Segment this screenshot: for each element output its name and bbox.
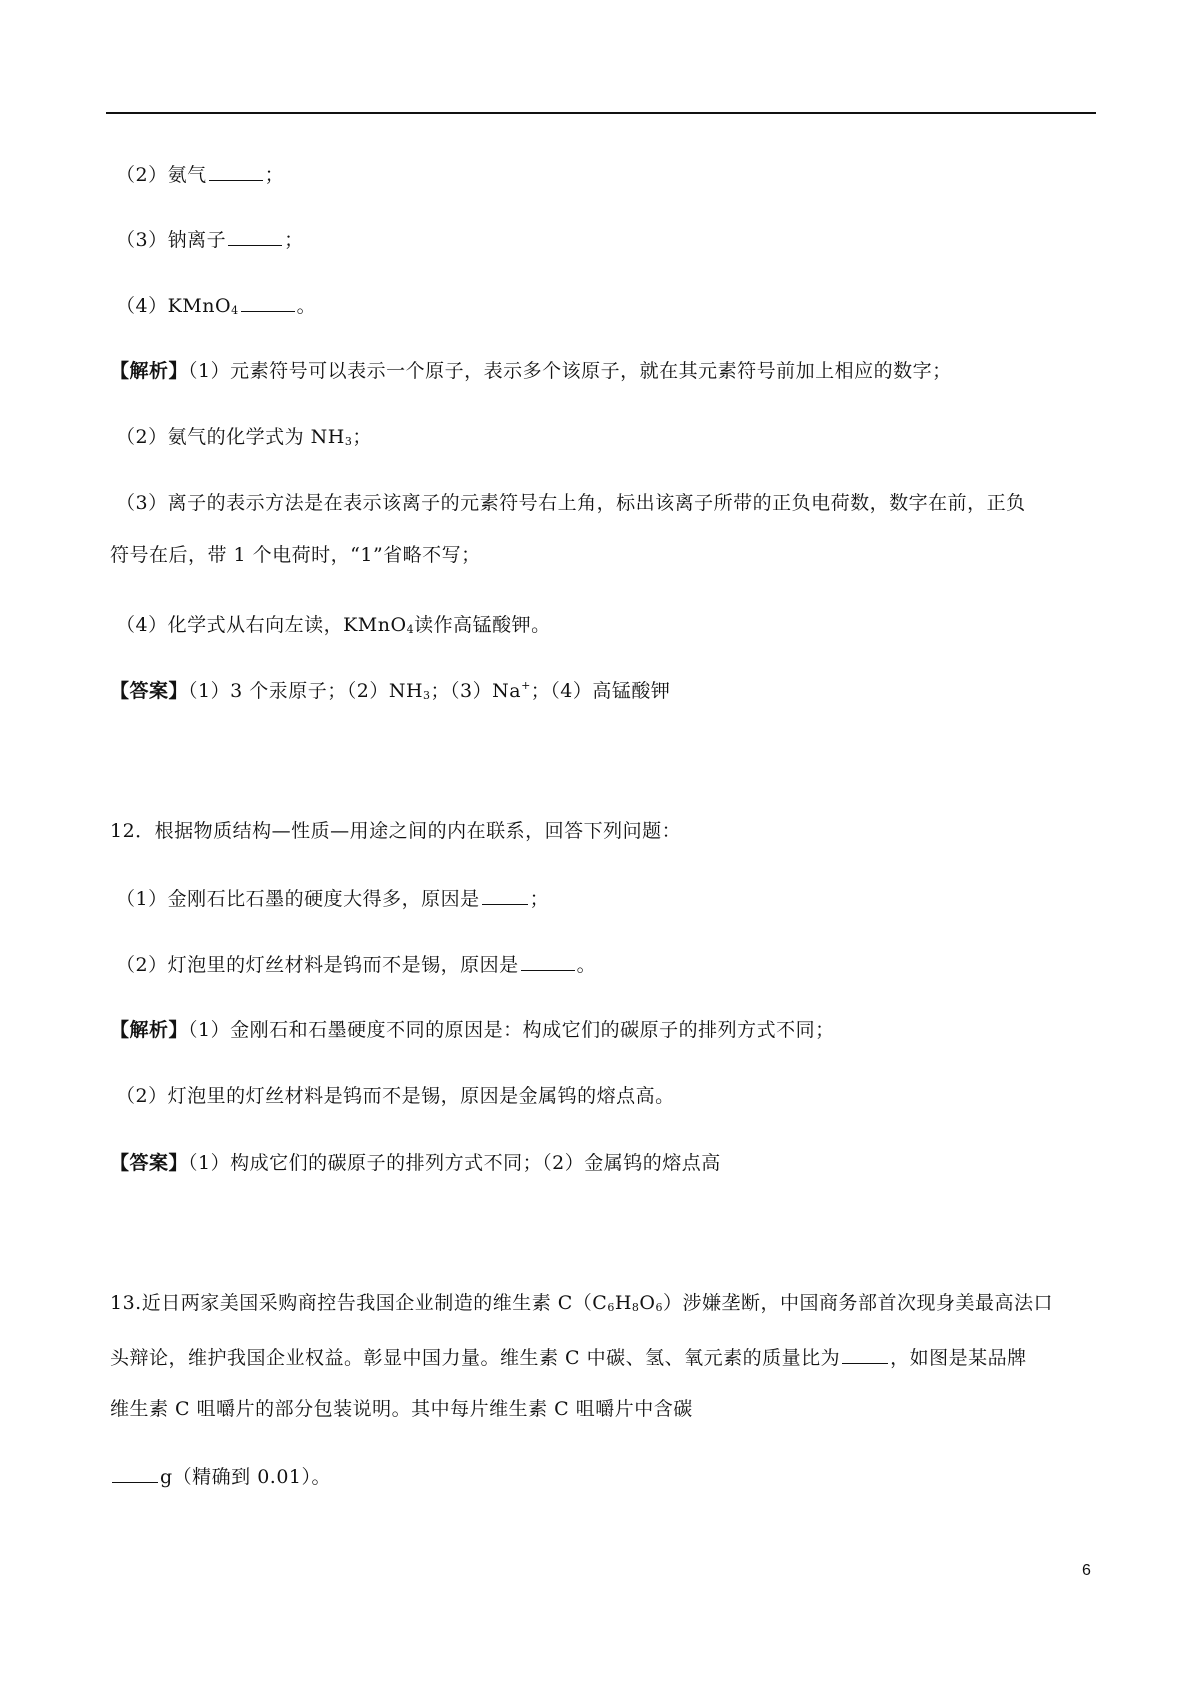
answer-blank xyxy=(521,950,575,971)
answer-blank xyxy=(842,1343,888,1364)
q11-item-4: （4）KMnO$_4$ 。 xyxy=(116,291,316,319)
q13-line-1: 13.近日两家美国采购商控告我国企业制造的维生素 $C(C_6H_8O_6)$涉嫌垄断，中国商务部首次现身美最高法口 xyxy=(110,1292,1054,1314)
answer-blank xyxy=(209,160,263,181)
q13-line-4: g（精确到 0.01）。 xyxy=(110,1462,331,1490)
analysis-tag: 【解析】 xyxy=(110,1019,189,1041)
header-rule xyxy=(106,112,1096,114)
answer-blank xyxy=(112,1462,158,1483)
analysis-tag: 【解析】 xyxy=(110,360,189,382)
q12-item-1: （1）金刚石比石墨的硬度大得多，原因是 ； xyxy=(116,884,549,912)
q11-analysis-4: （4）化学式从右向左读，KMnO$_4$读作高锰酸钾。 xyxy=(116,614,551,636)
q11-analysis-3-line-1: （3）离子的表示方法是在表示该离子的元素符号右上角，标出该离子所带的正负电荷数，数字在前，正负 xyxy=(116,492,1026,514)
answer-blank xyxy=(228,225,282,246)
answer-tag: 【答案】 xyxy=(110,1152,189,1174)
q12-analysis-1: 【解析】（1）金刚石和石墨硬度不同的原因是：构成它们的碳原子的排列方式不同； xyxy=(110,1019,835,1041)
answer-blank xyxy=(482,884,528,905)
q12-item-2: （2）灯泡里的灯丝材料是钨而不是锡，原因是 。 xyxy=(116,950,596,978)
q11-item-2: （2）氨气 ； xyxy=(116,160,284,188)
q12-answer: 【答案】（1）构成它们的碳原子的排列方式不同；（2）金属钨的熔点高 xyxy=(110,1152,721,1174)
q11-answer: 【答案】（1）3 个汞原子；$(2)NH_3$；（3）Na+；（4）高锰酸钾 xyxy=(110,679,671,702)
q11-analysis-1: 【解析】（1）元素符号可以表示一个原子，表示多个该原子，就在其元素符号前加上相应的数字； xyxy=(110,360,952,382)
q13-line-2: 头辩论，维护我国企业权益。彰显中国力量。维生素 C 中碳、氢、氧元素的质量比为 ，如图是某品牌 xyxy=(110,1343,1027,1371)
q11-item-3: （3）钠离子 ； xyxy=(116,225,304,253)
page-number: 6 xyxy=(1082,1562,1091,1579)
q11-analysis-3-line-2: 符号在后，带 1 个电荷时，“1”省略不写； xyxy=(110,544,481,566)
q12-stem: 12．根据物质结构—性质—用途之间的内在联系，回答下列问题： xyxy=(110,820,682,842)
answer-blank xyxy=(241,291,295,312)
q12-analysis-2: （2）灯泡里的灯丝材料是钨而不是锡，原因是金属钨的熔点高。 xyxy=(116,1085,675,1107)
q11-analysis-2: （2）氨气的化学式为 $NH_3$； xyxy=(116,426,372,448)
q13-line-3: 维生素 C 咀嚼片的部分包装说明。其中每片维生素 C 咀嚼片中含碳 xyxy=(110,1398,693,1420)
answer-tag: 【答案】 xyxy=(110,680,189,702)
